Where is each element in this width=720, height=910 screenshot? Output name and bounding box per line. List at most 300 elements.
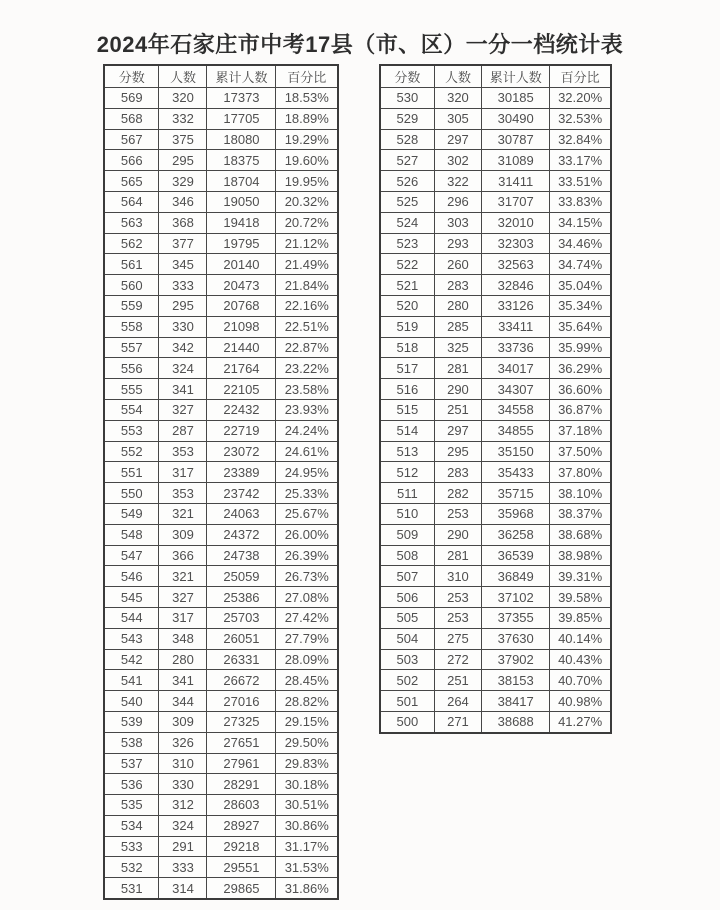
table-cell: 39.58% bbox=[550, 587, 611, 608]
table-cell: 533 bbox=[104, 836, 159, 857]
table-cell: 23.22% bbox=[276, 358, 338, 379]
table-cell: 514 bbox=[380, 420, 434, 441]
table-cell: 28.82% bbox=[276, 691, 338, 712]
table-cell: 290 bbox=[434, 524, 481, 545]
table-cell: 31411 bbox=[482, 171, 550, 192]
table-row bbox=[104, 88, 338, 109]
table-row bbox=[380, 108, 611, 129]
table-cell: 539 bbox=[104, 711, 159, 732]
table-cell: 25.67% bbox=[276, 503, 338, 524]
table-cell: 28927 bbox=[207, 815, 276, 836]
table-cell: 317 bbox=[159, 462, 207, 483]
table-cell: 310 bbox=[159, 753, 207, 774]
table-cell: 558 bbox=[104, 316, 159, 337]
score-table-right bbox=[379, 64, 612, 734]
column-header: 人数 bbox=[159, 65, 207, 88]
table-cell: 550 bbox=[104, 483, 159, 504]
table-row bbox=[380, 150, 611, 171]
table-cell: 568 bbox=[104, 108, 159, 129]
table-cell: 555 bbox=[104, 379, 159, 400]
column-header: 百分比 bbox=[550, 65, 611, 88]
table-cell: 29.83% bbox=[276, 753, 338, 774]
table-cell: 341 bbox=[159, 670, 207, 691]
table-cell: 35433 bbox=[482, 462, 550, 483]
table-cell: 353 bbox=[159, 441, 207, 462]
table-row bbox=[104, 878, 338, 899]
table-row bbox=[380, 316, 611, 337]
table-cell: 523 bbox=[380, 233, 434, 254]
table-cell: 34.15% bbox=[550, 212, 611, 233]
table-cell: 30185 bbox=[482, 88, 550, 109]
table-head bbox=[380, 65, 611, 88]
table-cell: 35.34% bbox=[550, 295, 611, 316]
table-cell: 546 bbox=[104, 566, 159, 587]
table-cell: 36539 bbox=[482, 545, 550, 566]
table-cell: 330 bbox=[159, 774, 207, 795]
table-cell: 283 bbox=[434, 275, 481, 296]
table-cell: 31.53% bbox=[276, 857, 338, 878]
table-cell: 32.84% bbox=[550, 129, 611, 150]
table-cell: 251 bbox=[434, 670, 481, 691]
table-cell: 542 bbox=[104, 649, 159, 670]
table-cell: 342 bbox=[159, 337, 207, 358]
table-cell: 18375 bbox=[207, 150, 276, 171]
table-cell: 377 bbox=[159, 233, 207, 254]
table-cell: 320 bbox=[434, 88, 481, 109]
table-cell: 545 bbox=[104, 587, 159, 608]
table-cell: 33411 bbox=[482, 316, 550, 337]
table-cell: 21098 bbox=[207, 316, 276, 337]
table-cell: 534 bbox=[104, 815, 159, 836]
table-cell: 34558 bbox=[482, 399, 550, 420]
table-cell: 30.18% bbox=[276, 774, 338, 795]
table-cell: 19050 bbox=[207, 191, 276, 212]
table-cell: 506 bbox=[380, 587, 434, 608]
table-row bbox=[104, 795, 338, 816]
table-cell: 35715 bbox=[482, 483, 550, 504]
table-cell: 19795 bbox=[207, 233, 276, 254]
table-cell: 22432 bbox=[207, 399, 276, 420]
score-table-left bbox=[103, 64, 339, 900]
table-cell: 35.04% bbox=[550, 275, 611, 296]
table-cell: 569 bbox=[104, 88, 159, 109]
table-cell: 35.99% bbox=[550, 337, 611, 358]
table-cell: 24738 bbox=[207, 545, 276, 566]
table-cell: 36.60% bbox=[550, 379, 611, 400]
table-row bbox=[380, 628, 611, 649]
table-body bbox=[380, 88, 611, 733]
table-cell: 321 bbox=[159, 503, 207, 524]
table-cell: 20768 bbox=[207, 295, 276, 316]
table-cell: 346 bbox=[159, 191, 207, 212]
table-cell: 554 bbox=[104, 399, 159, 420]
table-row bbox=[104, 129, 338, 150]
table-cell: 505 bbox=[380, 607, 434, 628]
table-cell: 275 bbox=[434, 628, 481, 649]
table-cell: 39.85% bbox=[550, 607, 611, 628]
table-cell: 519 bbox=[380, 316, 434, 337]
table-cell: 341 bbox=[159, 379, 207, 400]
table-cell: 21440 bbox=[207, 337, 276, 358]
table-cell: 38.68% bbox=[550, 524, 611, 545]
table-cell: 544 bbox=[104, 607, 159, 628]
table-cell: 32846 bbox=[482, 275, 550, 296]
table-cell: 295 bbox=[159, 150, 207, 171]
table-row bbox=[104, 462, 338, 483]
table-cell: 23.93% bbox=[276, 399, 338, 420]
table-row bbox=[104, 212, 338, 233]
table-cell: 529 bbox=[380, 108, 434, 129]
table-cell: 501 bbox=[380, 691, 434, 712]
table-cell: 260 bbox=[434, 254, 481, 275]
table-cell: 33.51% bbox=[550, 171, 611, 192]
table-cell: 562 bbox=[104, 233, 159, 254]
table-cell: 559 bbox=[104, 295, 159, 316]
table-row bbox=[380, 587, 611, 608]
table-cell: 37.50% bbox=[550, 441, 611, 462]
table-cell: 283 bbox=[434, 462, 481, 483]
table-cell: 26.73% bbox=[276, 566, 338, 587]
table-cell: 17705 bbox=[207, 108, 276, 129]
table-cell: 38688 bbox=[482, 711, 550, 732]
table-cell: 19.60% bbox=[276, 150, 338, 171]
table-cell: 320 bbox=[159, 88, 207, 109]
table-cell: 565 bbox=[104, 171, 159, 192]
table-cell: 28291 bbox=[207, 774, 276, 795]
table-cell: 24.61% bbox=[276, 441, 338, 462]
table-row bbox=[380, 212, 611, 233]
table-cell: 36849 bbox=[482, 566, 550, 587]
table-cell: 291 bbox=[159, 836, 207, 857]
table-cell: 547 bbox=[104, 545, 159, 566]
table-cell: 38.37% bbox=[550, 503, 611, 524]
table-cell: 21.84% bbox=[276, 275, 338, 296]
table-row bbox=[380, 379, 611, 400]
table-cell: 24063 bbox=[207, 503, 276, 524]
table-cell: 536 bbox=[104, 774, 159, 795]
table-row bbox=[380, 358, 611, 379]
table-cell: 524 bbox=[380, 212, 434, 233]
table-cell: 253 bbox=[434, 607, 481, 628]
table-cell: 525 bbox=[380, 191, 434, 212]
table-row bbox=[104, 379, 338, 400]
column-header: 累计人数 bbox=[207, 65, 276, 88]
table-cell: 36.87% bbox=[550, 399, 611, 420]
table-cell: 321 bbox=[159, 566, 207, 587]
table-row bbox=[380, 711, 611, 732]
table-cell: 329 bbox=[159, 171, 207, 192]
table-row bbox=[104, 524, 338, 545]
table-cell: 24.24% bbox=[276, 420, 338, 441]
column-header: 累计人数 bbox=[482, 65, 550, 88]
table-row bbox=[380, 337, 611, 358]
table-cell: 531 bbox=[104, 878, 159, 899]
table-cell: 36258 bbox=[482, 524, 550, 545]
table-row bbox=[104, 358, 338, 379]
table-cell: 26.00% bbox=[276, 524, 338, 545]
table-row bbox=[104, 191, 338, 212]
table-cell: 290 bbox=[434, 379, 481, 400]
table-cell: 251 bbox=[434, 399, 481, 420]
table-cell: 35150 bbox=[482, 441, 550, 462]
table-cell: 551 bbox=[104, 462, 159, 483]
table-head bbox=[104, 65, 338, 88]
table-cell: 522 bbox=[380, 254, 434, 275]
table-cell: 37630 bbox=[482, 628, 550, 649]
table-cell: 18.89% bbox=[276, 108, 338, 129]
table-cell: 332 bbox=[159, 108, 207, 129]
table-cell: 543 bbox=[104, 628, 159, 649]
table-cell: 32.20% bbox=[550, 88, 611, 109]
table-row bbox=[104, 503, 338, 524]
table-cell: 35.64% bbox=[550, 316, 611, 337]
table-cell: 25059 bbox=[207, 566, 276, 587]
table-cell: 31.17% bbox=[276, 836, 338, 857]
table-row bbox=[380, 566, 611, 587]
table-cell: 375 bbox=[159, 129, 207, 150]
table-cell: 516 bbox=[380, 379, 434, 400]
table-row bbox=[104, 295, 338, 316]
table-cell: 281 bbox=[434, 358, 481, 379]
table-cell: 27325 bbox=[207, 711, 276, 732]
table-cell: 305 bbox=[434, 108, 481, 129]
table-cell: 36.29% bbox=[550, 358, 611, 379]
table-cell: 295 bbox=[434, 441, 481, 462]
table-cell: 310 bbox=[434, 566, 481, 587]
table-cell: 21.12% bbox=[276, 233, 338, 254]
table-cell: 552 bbox=[104, 441, 159, 462]
table-cell: 23072 bbox=[207, 441, 276, 462]
page-title: 2024年石家庄市中考17县（市、区）一分一档统计表 bbox=[96, 32, 624, 57]
table-row bbox=[104, 670, 338, 691]
table-body bbox=[104, 88, 338, 900]
table-cell: 22.51% bbox=[276, 316, 338, 337]
table-row bbox=[380, 129, 611, 150]
table-cell: 25386 bbox=[207, 587, 276, 608]
table-cell: 37.80% bbox=[550, 462, 611, 483]
table-row bbox=[104, 150, 338, 171]
table-cell: 309 bbox=[159, 711, 207, 732]
table-cell: 353 bbox=[159, 483, 207, 504]
table-cell: 31707 bbox=[482, 191, 550, 212]
table-cell: 272 bbox=[434, 649, 481, 670]
table-cell: 19.29% bbox=[276, 129, 338, 150]
table-cell: 345 bbox=[159, 254, 207, 275]
table-cell: 314 bbox=[159, 878, 207, 899]
table-cell: 32.53% bbox=[550, 108, 611, 129]
table-cell: 366 bbox=[159, 545, 207, 566]
table-row bbox=[380, 503, 611, 524]
table-row bbox=[380, 171, 611, 192]
table-header-row bbox=[380, 65, 611, 88]
table-cell: 348 bbox=[159, 628, 207, 649]
table-cell: 40.43% bbox=[550, 649, 611, 670]
table-cell: 37902 bbox=[482, 649, 550, 670]
table-row bbox=[104, 337, 338, 358]
table-cell: 561 bbox=[104, 254, 159, 275]
table-cell: 41.27% bbox=[550, 711, 611, 732]
table-row bbox=[104, 483, 338, 504]
table-cell: 511 bbox=[380, 483, 434, 504]
table-cell: 281 bbox=[434, 545, 481, 566]
table-cell: 535 bbox=[104, 795, 159, 816]
table-cell: 556 bbox=[104, 358, 159, 379]
table-cell: 22.87% bbox=[276, 337, 338, 358]
table-cell: 23389 bbox=[207, 462, 276, 483]
table-cell: 22.16% bbox=[276, 295, 338, 316]
table-row bbox=[104, 316, 338, 337]
table-cell: 509 bbox=[380, 524, 434, 545]
table-cell: 38417 bbox=[482, 691, 550, 712]
table-cell: 27.79% bbox=[276, 628, 338, 649]
table-cell: 297 bbox=[434, 420, 481, 441]
table-cell: 38153 bbox=[482, 670, 550, 691]
table-row bbox=[104, 399, 338, 420]
table-cell: 500 bbox=[380, 711, 434, 732]
table-cell: 325 bbox=[434, 337, 481, 358]
table-cell: 368 bbox=[159, 212, 207, 233]
table-cell: 28603 bbox=[207, 795, 276, 816]
table-cell: 31.86% bbox=[276, 878, 338, 899]
table-cell: 18.53% bbox=[276, 88, 338, 109]
table-cell: 324 bbox=[159, 815, 207, 836]
table-cell: 20473 bbox=[207, 275, 276, 296]
table-cell: 563 bbox=[104, 212, 159, 233]
table-row bbox=[380, 483, 611, 504]
table-cell: 560 bbox=[104, 275, 159, 296]
table-cell: 19.95% bbox=[276, 171, 338, 192]
table-cell: 296 bbox=[434, 191, 481, 212]
table-row bbox=[380, 649, 611, 670]
table-row bbox=[380, 295, 611, 316]
table-row bbox=[104, 545, 338, 566]
table-cell: 564 bbox=[104, 191, 159, 212]
table-cell: 264 bbox=[434, 691, 481, 712]
table-cell: 38.10% bbox=[550, 483, 611, 504]
column-header: 人数 bbox=[434, 65, 481, 88]
table-row bbox=[380, 191, 611, 212]
table-row bbox=[104, 711, 338, 732]
table-cell: 25703 bbox=[207, 607, 276, 628]
table-cell: 513 bbox=[380, 441, 434, 462]
table-row bbox=[380, 233, 611, 254]
table-cell: 23742 bbox=[207, 483, 276, 504]
table-cell: 253 bbox=[434, 587, 481, 608]
table-cell: 28.45% bbox=[276, 670, 338, 691]
table-cell: 24372 bbox=[207, 524, 276, 545]
table-cell: 333 bbox=[159, 857, 207, 878]
table-cell: 37355 bbox=[482, 607, 550, 628]
table-cell: 282 bbox=[434, 483, 481, 504]
table-cell: 295 bbox=[159, 295, 207, 316]
table-cell: 502 bbox=[380, 670, 434, 691]
table-cell: 271 bbox=[434, 711, 481, 732]
table-cell: 27.08% bbox=[276, 587, 338, 608]
table-cell: 512 bbox=[380, 462, 434, 483]
table-cell: 510 bbox=[380, 503, 434, 524]
table-cell: 33126 bbox=[482, 295, 550, 316]
table-cell: 280 bbox=[159, 649, 207, 670]
table-row bbox=[104, 441, 338, 462]
table-cell: 17373 bbox=[207, 88, 276, 109]
table-header-row bbox=[104, 65, 338, 88]
table-cell: 302 bbox=[434, 150, 481, 171]
table-row bbox=[104, 275, 338, 296]
table-cell: 35968 bbox=[482, 503, 550, 524]
table-cell: 26.39% bbox=[276, 545, 338, 566]
table-cell: 30490 bbox=[482, 108, 550, 129]
table-cell: 34.46% bbox=[550, 233, 611, 254]
table-cell: 40.14% bbox=[550, 628, 611, 649]
column-header: 分数 bbox=[104, 65, 159, 88]
table-cell: 40.70% bbox=[550, 670, 611, 691]
table-cell: 322 bbox=[434, 171, 481, 192]
table-row bbox=[104, 420, 338, 441]
table-cell: 32303 bbox=[482, 233, 550, 254]
table-cell: 24.95% bbox=[276, 462, 338, 483]
table-row bbox=[380, 275, 611, 296]
table-cell: 517 bbox=[380, 358, 434, 379]
table-row bbox=[104, 607, 338, 628]
table-cell: 34.74% bbox=[550, 254, 611, 275]
table-cell: 29551 bbox=[207, 857, 276, 878]
table-row bbox=[104, 254, 338, 275]
table-row bbox=[380, 607, 611, 628]
table-row bbox=[380, 670, 611, 691]
table-row bbox=[104, 171, 338, 192]
table-cell: 537 bbox=[104, 753, 159, 774]
table-cell: 548 bbox=[104, 524, 159, 545]
table-cell: 520 bbox=[380, 295, 434, 316]
table-cell: 541 bbox=[104, 670, 159, 691]
table-cell: 553 bbox=[104, 420, 159, 441]
table-cell: 309 bbox=[159, 524, 207, 545]
table-cell: 20140 bbox=[207, 254, 276, 275]
table-cell: 330 bbox=[159, 316, 207, 337]
table-cell: 527 bbox=[380, 150, 434, 171]
table-cell: 26331 bbox=[207, 649, 276, 670]
table-cell: 532 bbox=[104, 857, 159, 878]
table-cell: 33.17% bbox=[550, 150, 611, 171]
table-cell: 28.09% bbox=[276, 649, 338, 670]
table-cell: 303 bbox=[434, 212, 481, 233]
table-cell: 30787 bbox=[482, 129, 550, 150]
column-header: 百分比 bbox=[276, 65, 338, 88]
table-cell: 27016 bbox=[207, 691, 276, 712]
table-cell: 27.42% bbox=[276, 607, 338, 628]
table-cell: 287 bbox=[159, 420, 207, 441]
table-row bbox=[104, 233, 338, 254]
table-row bbox=[380, 399, 611, 420]
table-row bbox=[104, 857, 338, 878]
table-cell: 21.49% bbox=[276, 254, 338, 275]
table-cell: 333 bbox=[159, 275, 207, 296]
table-cell: 29.50% bbox=[276, 732, 338, 753]
table-cell: 33736 bbox=[482, 337, 550, 358]
table-cell: 37.18% bbox=[550, 420, 611, 441]
table-cell: 566 bbox=[104, 150, 159, 171]
table-row bbox=[380, 254, 611, 275]
table-cell: 39.31% bbox=[550, 566, 611, 587]
table-cell: 23.58% bbox=[276, 379, 338, 400]
table-cell: 280 bbox=[434, 295, 481, 316]
table-cell: 22105 bbox=[207, 379, 276, 400]
table-row bbox=[380, 420, 611, 441]
table-cell: 312 bbox=[159, 795, 207, 816]
table-cell: 40.98% bbox=[550, 691, 611, 712]
table-row bbox=[380, 691, 611, 712]
table-row bbox=[104, 108, 338, 129]
